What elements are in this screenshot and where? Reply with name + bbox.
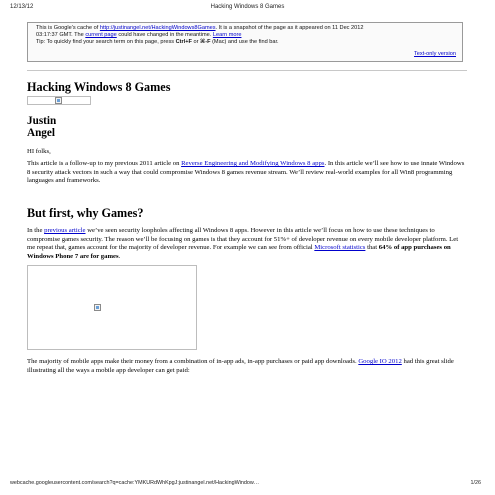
cache-line-1: This is Google's cache of http://justinangel.net/HackingWindows8Games. It is a snapshot of the page as it appeared on 11 Dec 2012 [36,25,364,31]
divider [27,70,467,71]
broken-image-icon [94,304,101,311]
microsoft-statistics-link[interactable]: Microsoft statistics [314,244,366,252]
print-url: webcache.googleusercontent.com/search?q=cache:YMKURdWhKpgJ:justinangel.net/HackingWindow… [10,480,260,486]
games-paragraph: In the previous article we’ve seen security loopholes affecting all Windows 8 apps. However in this article we’ll focus on how to use these techniques to compromise games security. The reason we’ll be focusing on games is that they account for 51%+ of developer revenue on every mobile developer platform. Let me repeat that, games account for the majority of developer revenue. For example we can see from official Microsoft statistics that 64% of app purchases on Windows Phone 7 are for games. [27,227,459,261]
cache-line-2: 03:17:37 GMT. The current page could have changed in the meantime. Learn more [36,32,242,39]
print-title: Hacking Windows 8 Games [210,4,285,10]
author-name: Justin Angel [27,115,57,139]
reverse-engineering-article-link[interactable]: Reverse Engineering and Modifying Windows 8 apps [181,160,325,167]
intro-paragraph: This article is a follow-up to my previous 2011 article on Reverse Engineering and Modifying Windows 8 apps. In this article we’ll see how to use innate Windows 8 security attack vectors in such a way that could compromise Windows 8 games revenue stream. We’ll review real-world examples for all Win8 programming languages and frameworks. [27,160,465,185]
current-page-link[interactable]: current page [85,32,117,39]
monetization-paragraph: The majority of mobile apps make their money from a combination of in-app ads, in-app purchases or paid app downloads. Google IO 2012 had this great slide illustrating all the ways a mobile app developer can get paid: [27,358,454,374]
google-cache-notice [27,22,463,62]
print-footer [0,480,495,490]
learn-more-link[interactable]: Learn more [212,32,242,39]
page-number: 1/26 [470,480,481,486]
print-date: 12/13/12 [10,4,34,10]
article-title: Hacking Windows 8 Games [27,80,171,94]
header-image-placeholder [27,96,91,105]
text-only-version-link[interactable]: Text-only version [414,50,456,57]
google-io-link[interactable]: Google IO 2012 [358,358,402,365]
cached-url-link[interactable]: http://justinangel.net/HackingWindows8Games [99,25,216,31]
print-header [0,4,495,14]
cache-tip: Tip: To quickly find your search term on this page, press Ctrl+F or ⌘-F (Mac) and use the find bar. [36,39,279,46]
section-heading: But first, why Games? [27,206,144,220]
broken-image-icon [55,97,62,104]
greeting: HI folks, [27,148,51,155]
figure-image-placeholder [27,265,197,350]
previous-article-link[interactable]: previous article [44,227,86,234]
